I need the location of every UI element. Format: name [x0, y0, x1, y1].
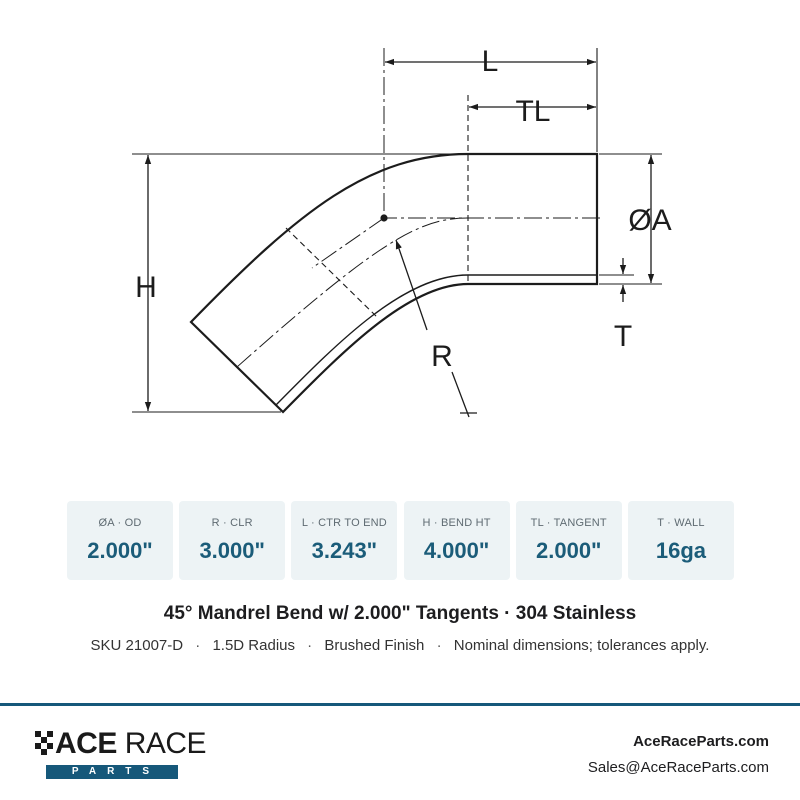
logo-word-ace: ACE	[55, 727, 117, 760]
spec-value: 16ga	[655, 538, 707, 563]
spec-value: 3.243"	[311, 538, 378, 563]
spec-card-ctr-to-end	[291, 501, 397, 580]
email-link[interactable]: Sales@AceRaceParts.com	[587, 759, 769, 776]
spec-card-wall	[628, 501, 734, 580]
checkered-flag-icon	[35, 731, 53, 757]
spec-value: 2.000"	[536, 538, 602, 563]
dim-label-L: L	[481, 45, 499, 78]
product-radius: 1.5D Radius	[212, 637, 295, 654]
spec-value: 4.000"	[423, 538, 490, 563]
section-lines	[286, 95, 468, 318]
spec-card-od	[67, 501, 173, 580]
product-note: Nominal dimensions; tolerances apply.	[453, 637, 710, 654]
dimension-arrows	[148, 62, 651, 417]
logo-parts-bar: PARTS	[46, 765, 178, 779]
bend-center-point	[380, 214, 387, 221]
separator-dot: ·	[307, 637, 313, 654]
spec-label: ØA · OD	[98, 517, 142, 529]
footer-contact	[588, 733, 769, 776]
product-subline	[0, 637, 800, 654]
website-link[interactable]: AceRaceParts.com	[633, 733, 769, 750]
spec-label: T · WALL	[657, 517, 705, 529]
separator-dot: ·	[195, 637, 201, 654]
spec-label: TL · TANGENT	[530, 517, 607, 529]
tube-outline	[191, 154, 597, 412]
spec-card-tangent	[516, 501, 622, 580]
product-sku: SKU 21007-D	[90, 637, 184, 654]
product-title: 45° Mandrel Bend w/ 2.000" Tangents · 304 Stainless	[163, 603, 637, 624]
spec-card-bend-height	[404, 501, 510, 580]
spec-card-clr	[179, 501, 285, 580]
spec-value: 2.000"	[87, 538, 153, 563]
spec-label: L · CTR TO END	[301, 517, 387, 529]
spec-cards	[67, 501, 734, 580]
dim-label-T: T	[613, 320, 633, 353]
logo-wordmark	[55, 727, 206, 761]
dim-label-R: R	[431, 340, 453, 373]
logo-word-race: RACE	[124, 727, 207, 760]
product-finish: Brushed Finish	[324, 637, 425, 654]
spec-label: H · BEND HT	[422, 517, 491, 529]
spec-value: 3.000"	[199, 538, 265, 563]
extension-lines	[132, 48, 662, 412]
dim-label-OD: ØA	[628, 204, 672, 237]
dim-label-H: H	[135, 271, 157, 304]
separator-dot: ·	[436, 637, 442, 654]
spec-label: R · CLR	[211, 517, 253, 529]
footer-divider	[0, 703, 800, 706]
dim-label-TL: TL	[515, 95, 551, 128]
brand-logo	[35, 725, 207, 785]
